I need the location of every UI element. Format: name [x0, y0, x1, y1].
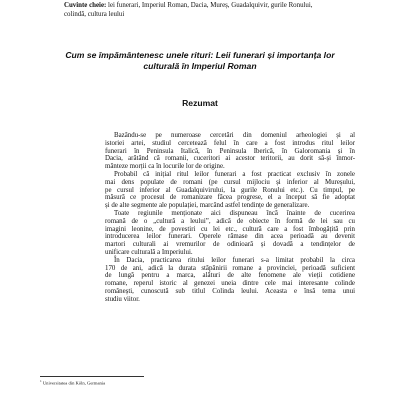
- footnote-text: Universitatea din Köln, Germania: [42, 380, 106, 386]
- abstract-body: [105, 132, 355, 304]
- paper-title-line-1: Cum se împământenesc unele rituri: Leii funerari și importanța lor: [65, 50, 335, 60]
- abstract-line: Toate regiunile menționate aici dispuneau încă înainte de cucerirea: [114, 209, 355, 217]
- abstract-line: mânteze morții ca în locurile lor de origine.: [105, 163, 225, 171]
- abstract-line: romane, reperul istoric al genezei uneia dintre cele mai interesante colinde: [105, 280, 355, 288]
- abstract-line: pe cursul inferior al Guadalquivirului, la gurile Ronului etc.). Cu timpul, pe: [105, 186, 355, 194]
- abstract-line: studiu viitor.: [105, 295, 140, 303]
- footnote-divider: [40, 376, 144, 377]
- abstract-line: și de alte segmente ale populației, marcând astfel tendințe de generalizare.: [105, 202, 310, 210]
- keywords-label: Cuvinte cheie:: [64, 2, 107, 9]
- keywords-line-1: lei funerari, Imperiul Roman, Dacia, Mureș, Guadalquivir, gurile Ronului,: [108, 2, 313, 9]
- abstract-line: martori culturali ai vremurilor de odinioară și dovadă a tendințelor de: [105, 241, 355, 249]
- abstract-line: Dacia, arătând că romanii, cuceritori ai acestor teritorii, au dorit să-și înmor-: [105, 155, 355, 163]
- abstract-line: românești, cunoscută sub titlul Colinda leului. Aceasta e însă tema unui: [105, 287, 355, 295]
- abstract-line: Probabil că inițial ritul leilor funerari a fost practicat exclusiv în zonele: [114, 170, 355, 178]
- abstract-line: Bazându-se pe numeroase cercetări din domeniul arheologiei și al: [114, 132, 355, 139]
- keywords: [64, 1, 394, 19]
- abstract-heading: Rezumat: [182, 98, 218, 108]
- paper-title-line-2: culturală în Imperiul Roman: [143, 61, 257, 71]
- footnote-marker: 1: [40, 379, 42, 383]
- abstract-line: mai dens populate de romani (pe cursul mijlociu și inferior al Mureșului,: [105, 178, 355, 186]
- abstract-line: măsură ce procesul de romanizare făcea progrese, el a început să fie adoptat: [105, 194, 355, 202]
- abstract-line: istoriei artei, studiul cercetează felul în care a fost introdus ritul leilor: [105, 139, 355, 147]
- abstract-line: de lungă pentru a marca, alături de alte fenomene ale vieții cotidiene: [105, 272, 355, 280]
- abstract-line: unificare culturală a Imperiului.: [105, 248, 193, 256]
- abstract-line: introducerea leilor funerari. Operele rămase din acea perioadă au devenit: [105, 233, 355, 241]
- abstract-line: 170 de ani, adică la durata stăpânirii romane a provinciei, perioadă suficient: [105, 264, 355, 272]
- footnote: [40, 378, 360, 387]
- abstract-line: imagini leonine, de povestiri cu lei etc., cultură care a fost îmbogățită prin: [105, 225, 355, 233]
- paper-title: [40, 50, 360, 72]
- abstract-line: romană de o „cultură a leului”, adică de obiecte în formă de lei sau cu: [105, 217, 355, 225]
- abstract-line: În Dacia, practicarea ritului leilor funerari s-a limitat probabil la circa: [114, 256, 355, 264]
- abstract-line: funerari în Peninsula Italică, în Peninsula Iberică, în Galoromania și în: [105, 147, 355, 155]
- keywords-line-2: colindă, cultura leului: [64, 11, 125, 18]
